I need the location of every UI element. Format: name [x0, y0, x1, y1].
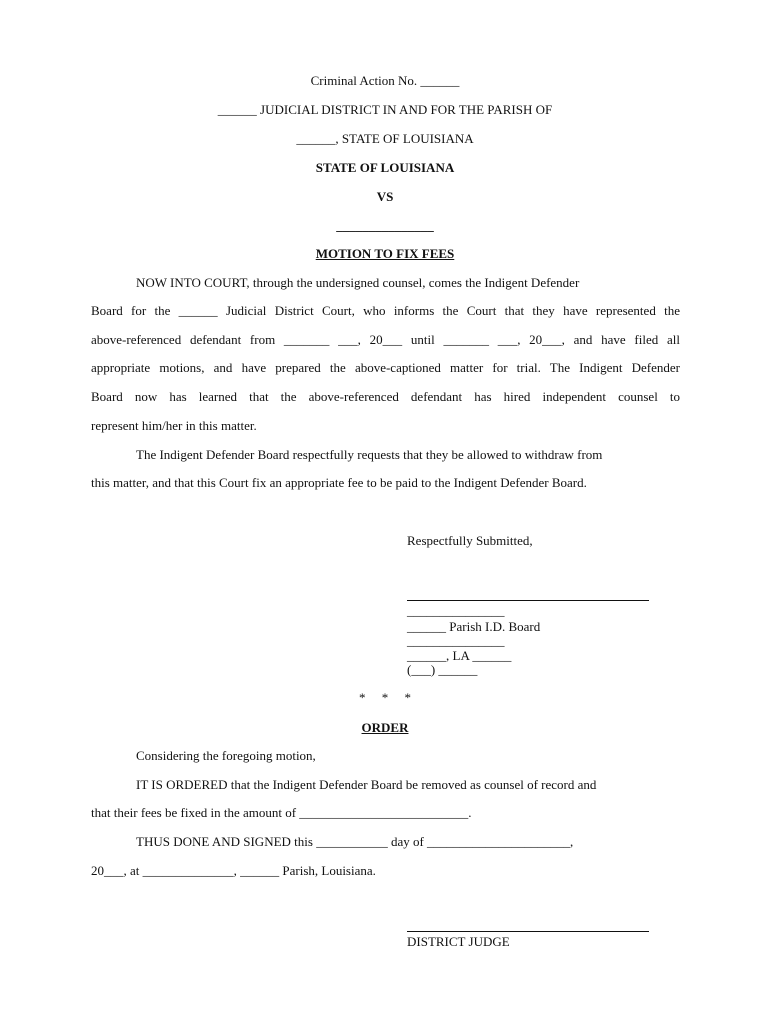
- section-separator: * * *: [359, 690, 411, 705]
- paragraph-1-line-6: represent him/her in this matter.: [91, 418, 257, 433]
- paragraph-1-line-2: Board for the ______ Judicial District Court, who informs the Court that they have represented the: [91, 303, 680, 318]
- paragraph-2-line-2: this matter, and that this Court fix an appropriate fee to be paid to the Indigent Defender Board.: [91, 475, 587, 490]
- order-ordered-line-1: IT IS ORDERED that the Indigent Defender Board be removed as counsel of record and: [136, 777, 597, 792]
- plaintiff-name: STATE OF LOUISIANA: [315, 160, 455, 175]
- order-ordered-line-2: that their fees be fixed in the amount of __________________________.: [91, 805, 472, 820]
- paragraph-2-line-1: The Indigent Defender Board respectfully requests that they be allowed to withdraw from: [136, 447, 603, 462]
- signature-line: [407, 600, 649, 601]
- case-number: Criminal Action No. ______: [310, 73, 460, 88]
- judge-label: DISTRICT JUDGE: [407, 934, 510, 949]
- city-state-zip: ______, LA ______: [407, 648, 512, 663]
- state-line: ______, STATE OF LOUISIANA: [296, 131, 474, 146]
- closing-text: Respectfully Submitted,: [407, 533, 533, 548]
- order-considering: Considering the foregoing motion,: [136, 748, 316, 763]
- order-done-line-2: 20___, at ______________, ______ Parish, Louisiana.: [91, 863, 376, 878]
- paragraph-1-line-4: appropriate motions, and have prepared the above-captioned matter for trial. The Indigent Defender: [91, 360, 680, 375]
- order-title: ORDER: [361, 720, 409, 735]
- versus-label: VS: [376, 189, 394, 204]
- defendant-blank: _______________: [336, 218, 434, 233]
- judicial-district-line: ______ JUDICIAL DISTRICT IN AND FOR THE PARISH OF: [217, 102, 553, 117]
- order-done-line-1: THUS DONE AND SIGNED this ___________ day of ______________________,: [136, 834, 574, 849]
- paragraph-1-line-3: above-referenced defendant from _______ ___, 20___ until _______ ___, 20___, and have filed all: [91, 332, 680, 347]
- address-blank: _______________: [407, 633, 505, 648]
- phone-number: (___) ______: [407, 662, 478, 677]
- document-title: MOTION TO FIX FEES: [315, 246, 455, 261]
- board-name: ______ Parish I.D. Board: [407, 619, 541, 634]
- paragraph-1-line-5: Board now has learned that the above-referenced defendant has hired independent counsel to: [91, 389, 680, 404]
- attorney-name-blank: _______________: [407, 603, 505, 618]
- judge-signature-line: [407, 931, 649, 932]
- paragraph-1-line-1: NOW INTO COURT, through the undersigned counsel, comes the Indigent Defender: [136, 275, 580, 290]
